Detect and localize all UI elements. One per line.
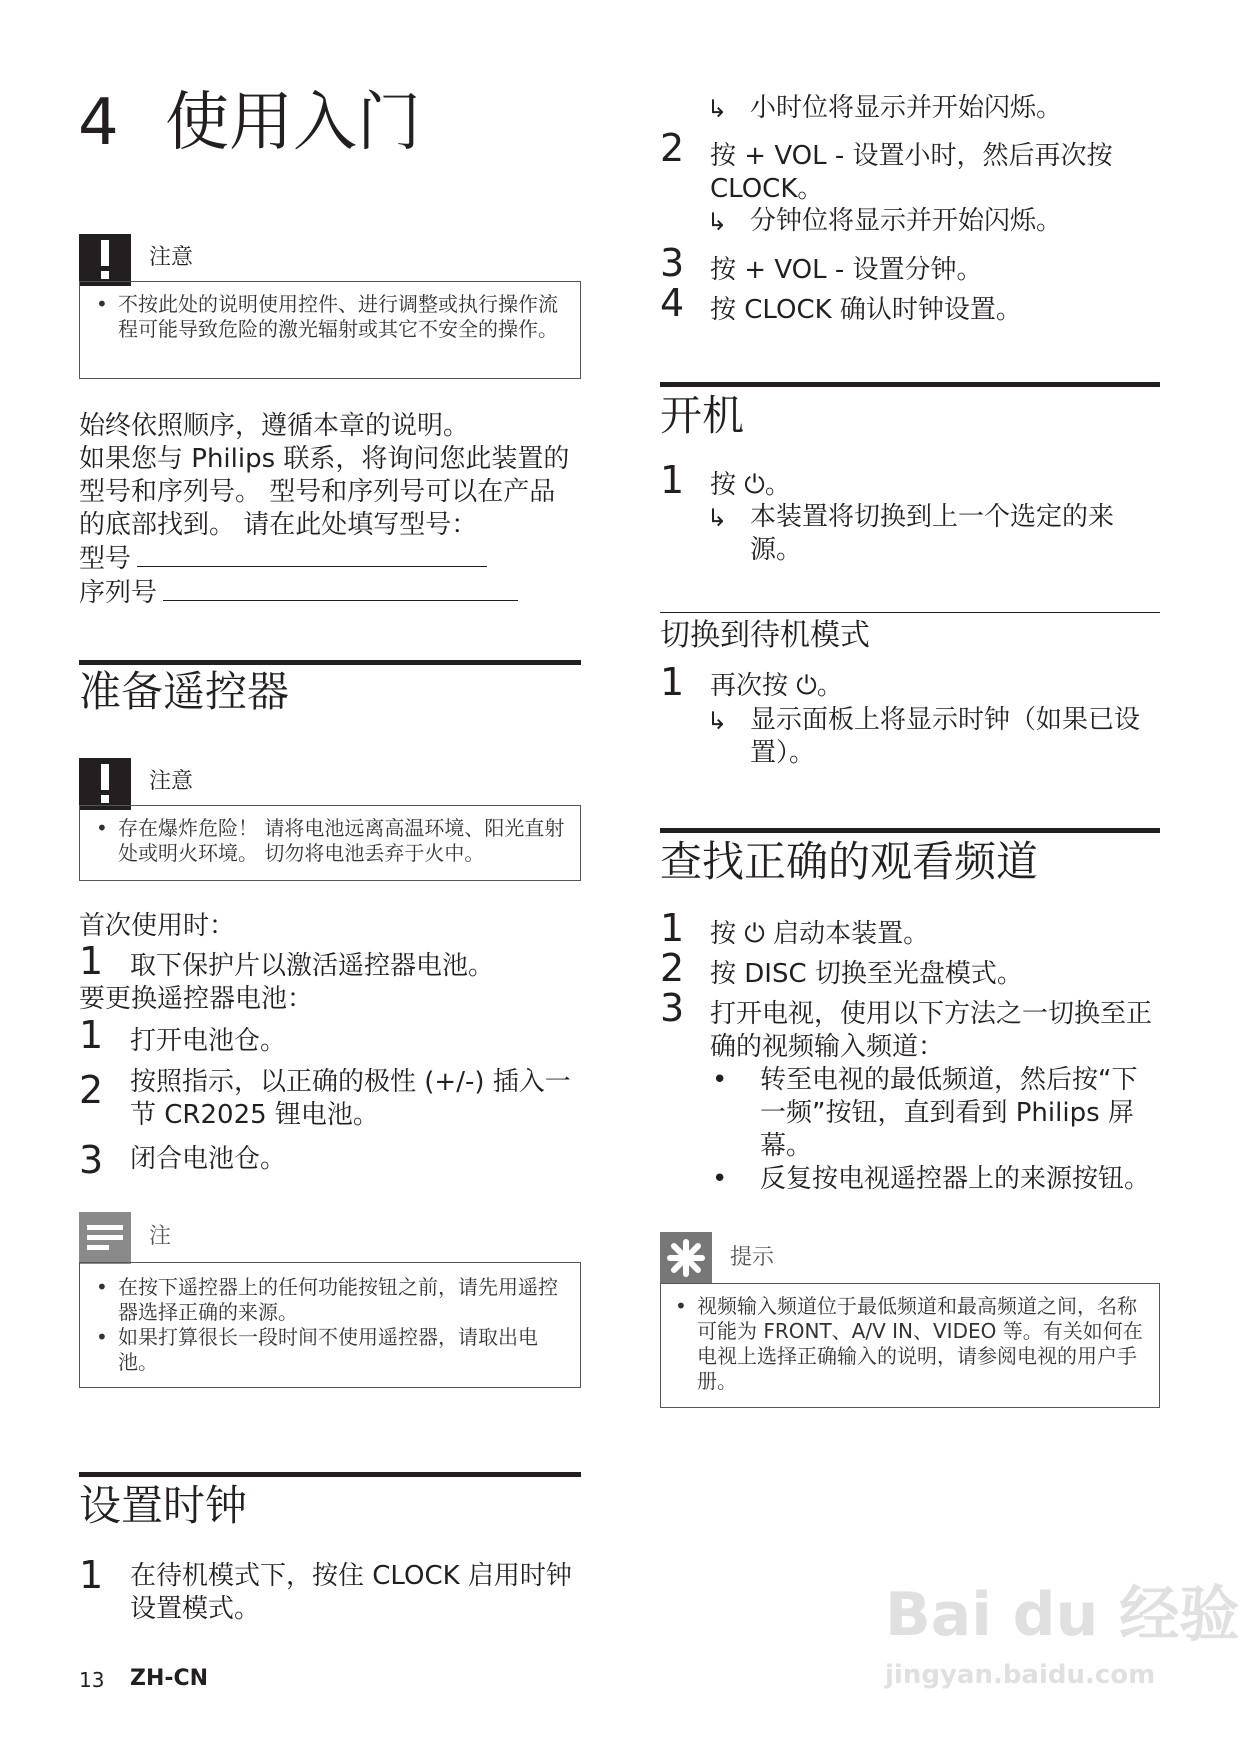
step-number: 4 [660, 281, 685, 325]
section-title-power: 开机 [660, 391, 745, 440]
notice-label: 注意 [149, 245, 194, 270]
step-text: 按 ⏻。 [710, 470, 791, 500]
step-text: 再次按 ⏻。 [710, 671, 843, 701]
watermark-logo: Bai du 经验 [885, 1580, 1240, 1650]
result-text: 显示面板上将显示时钟（如果已设置）。 [750, 705, 1141, 768]
step-number: 1 [660, 458, 685, 502]
list-item: • 转至电视的最低频道，然后按“下一频”按钮，直到看到 Philips 屏幕。 [712, 1065, 1138, 1161]
list-item: • 反复按电视遥控器上的来源按钮。 [712, 1164, 1151, 1194]
notice-box: • 存在爆炸危险！ 请将电池远离高温环境、阳光直射处或明火环境。 切勿将电池丢弃于火中。 [79, 805, 581, 881]
result-text: 本装置将切换到上一个选定的来源。 [750, 502, 1115, 565]
note-box [79, 1262, 581, 1388]
tip-text: 视频输入频道位于最低频道和最高频道之间，名称可能为 FRONT、A/V IN、VIDEO 等。有关如何在电视上选择正确输入的说明，请参阅电视的用户手册。 [697, 1294, 1143, 1393]
result-text: 分钟位将显示并开始闪烁。 [750, 206, 1063, 236]
section-rule [660, 382, 1160, 387]
intro-text: 始终依照顺序，遵循本章的说明。 如果您与 Philips 联系，将询问您此装置的 型号和序列号。 型号和序列号可以在产品 的底部找到。 请在此处填写型号： 型号 序列号 [79, 410, 589, 610]
result-arrow-icon: ↳ [707, 707, 728, 735]
result-arrow-icon: ↳ [707, 504, 728, 532]
step-text: 按 + VOL - 设置分钟。 [710, 255, 983, 285]
notice-text: 不按此处的说明使用控件、进行调整或执行操作流程可能导致危险的激光辐射或其它不安全的操作。 [118, 292, 558, 341]
step-number: 3 [660, 241, 685, 285]
step-number: 3 [660, 986, 685, 1030]
warning-icon [79, 758, 131, 810]
step-text: 打开电视，使用以下方法之一切换至正确的视频输入频道： [710, 999, 1153, 1062]
subsection-rule [660, 612, 1160, 613]
step-number: 2 [660, 126, 685, 170]
section-title-clock: 设置时钟 [79, 1481, 248, 1530]
step-text: 按 + VOL - 设置小时，然后再次按 CLOCK。 [710, 141, 1113, 204]
model-field: 型号 [79, 542, 589, 576]
language-code: ZH-CN [130, 1666, 209, 1691]
step-text: 按 ⏻ 启动本装置。 [710, 919, 930, 949]
result-arrow-icon: ↳ [707, 208, 728, 236]
step-text: 闭合电池仓。 [130, 1144, 287, 1174]
section-rule [660, 828, 1160, 833]
chapter-title: 使用入门 [165, 86, 421, 160]
section-rule [79, 1472, 581, 1477]
list-item: • 在按下遥控器上的任何功能按钮之前，请先用遥控器选择正确的来源。 [96, 1275, 558, 1324]
notice-label: 注意 [149, 769, 194, 794]
step-number: 1 [660, 906, 685, 950]
watermark-url: jingyan.baidu.com [885, 1660, 1156, 1690]
bullet-list [710, 1064, 1150, 1196]
tip-label: 提示 [730, 1245, 775, 1270]
section-title-remote: 准备遥控器 [79, 667, 290, 716]
step-number: 2 [79, 1068, 104, 1112]
step-number: 3 [79, 1138, 104, 1182]
step-number: 1 [79, 1553, 104, 1597]
tip-icon [660, 1232, 712, 1284]
step-text: 取下保护片以激活遥控器电池。 [130, 951, 495, 981]
tip-box: • 视频输入频道位于最低频道和最高频道之间，名称可能为 FRONT、A/V IN、VIDEO 等。有关如何在电视上选择正确输入的说明，请参阅电视的用户手册。 [660, 1283, 1160, 1408]
result-arrow-icon: ↳ [707, 95, 728, 123]
warning-icon [79, 234, 131, 286]
note-label: 注 [149, 1224, 172, 1249]
first-use-heading: 首次使用时： [79, 911, 236, 941]
step-text: 按 DISC 切换至光盘模式。 [710, 959, 1023, 989]
step-number: 1 [79, 1013, 104, 1057]
step-text: 按 CLOCK 确认时钟设置。 [710, 295, 1022, 325]
notice-text: 存在爆炸危险！ 请将电池远离高温环境、阳光直射处或明火环境。 切勿将电池丢弃于火中。 [118, 816, 565, 865]
step-number: 1 [79, 939, 104, 983]
page-number: 13 [79, 1668, 105, 1692]
list-item: • 如果打算很长一段时间不使用遥控器，请取出电池。 [96, 1325, 538, 1374]
note-icon [79, 1212, 131, 1264]
serial-field: 序列号 [79, 576, 589, 610]
step-text: 在待机模式下，按住 CLOCK 启用时钟设置模式。 [130, 1561, 572, 1624]
step-number: 2 [660, 946, 685, 990]
step-text: 打开电池仓。 [130, 1026, 287, 1056]
chapter-number: 4 [78, 86, 119, 160]
notice-box: • 不按此处的说明使用控件、进行调整或执行操作流程可能导致危险的激光辐射或其它不安全的操作。 [79, 281, 581, 379]
subsection-title-standby: 切换到待机模式 [660, 618, 870, 653]
result-text: 小时位将显示并开始闪烁。 [750, 93, 1063, 123]
replace-heading: 要更换遥控器电池： [79, 984, 314, 1014]
section-title-channel: 查找正确的观看频道 [660, 837, 1039, 886]
step-number: 1 [660, 660, 685, 704]
step-text: 按照指示，以正确的极性 (+/-) 插入一节 CR2025 锂电池。 [130, 1067, 571, 1130]
